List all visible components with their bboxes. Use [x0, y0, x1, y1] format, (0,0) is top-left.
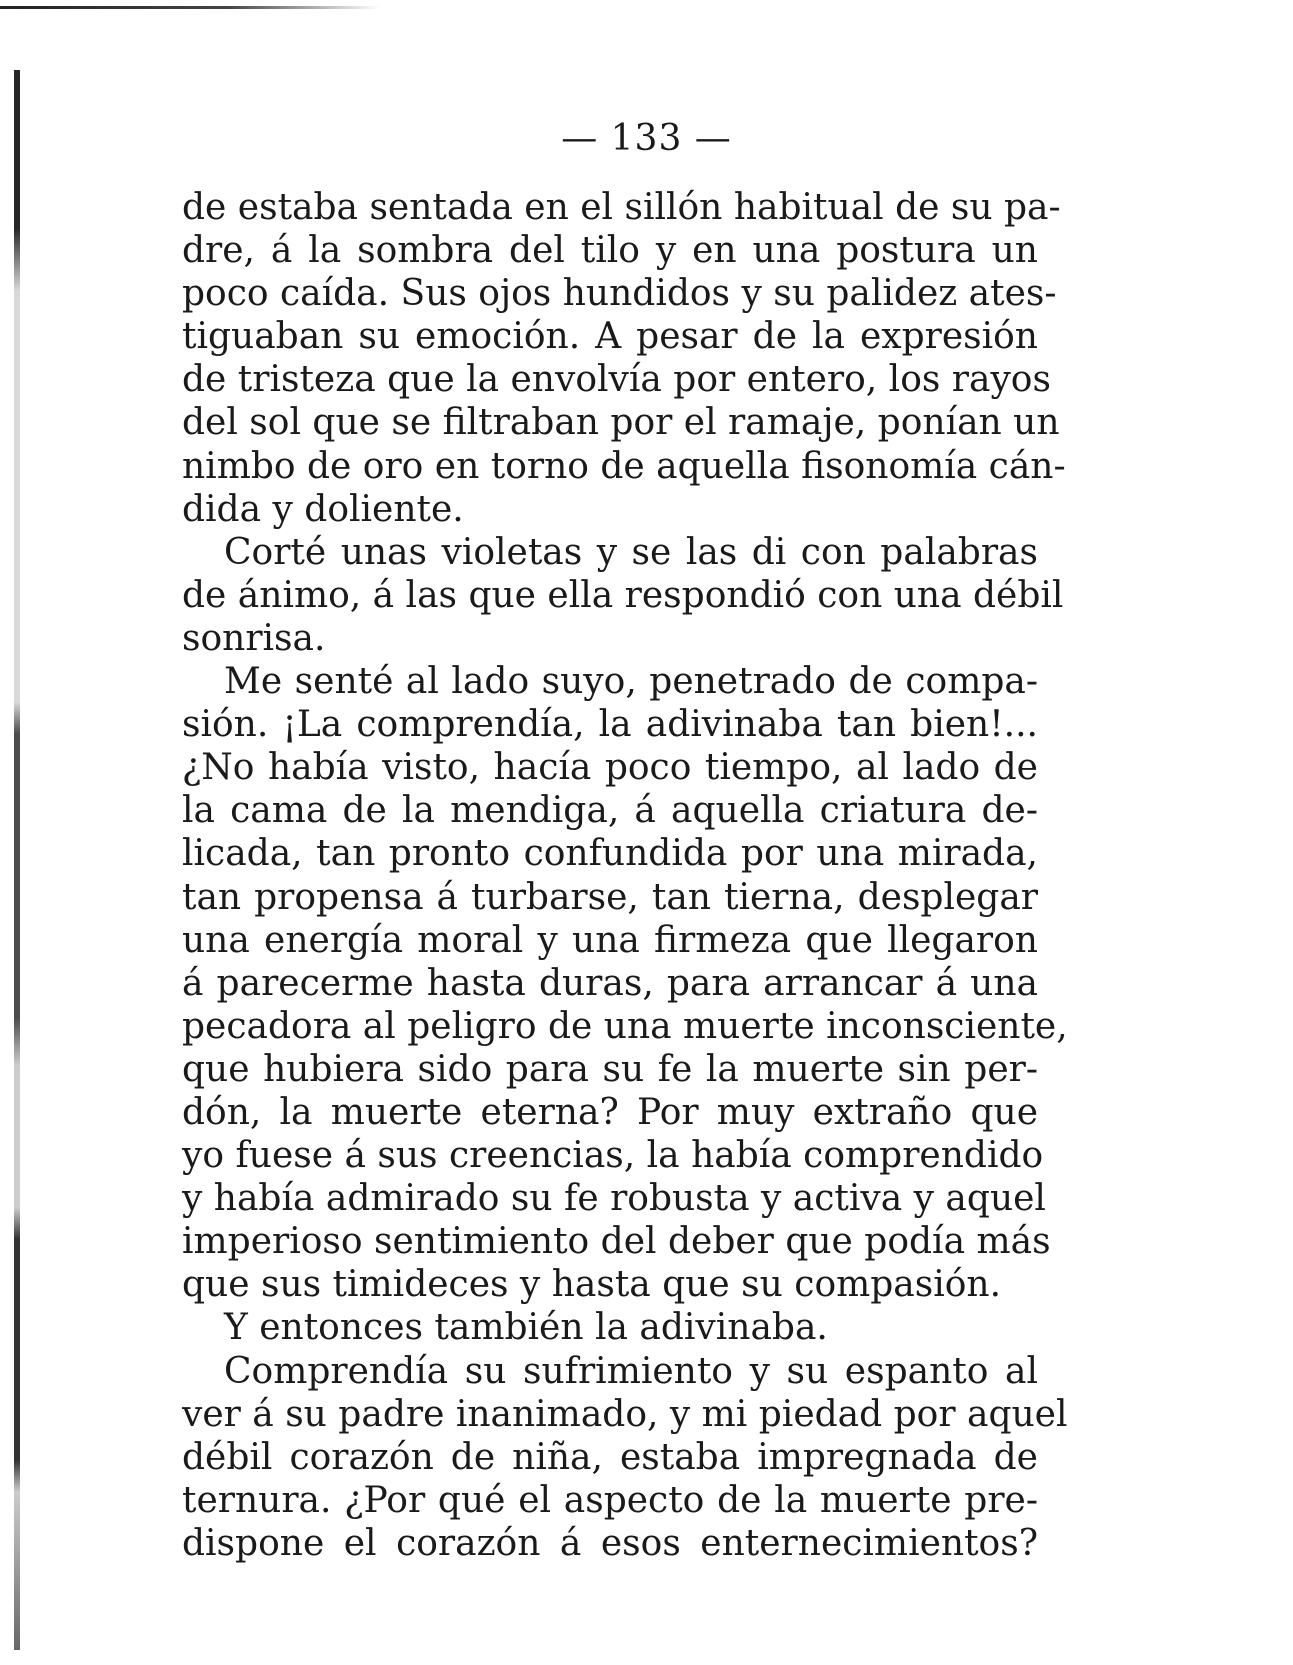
text-line: sonrisa.	[182, 617, 326, 659]
text-line: de estaba sentada en el sillón habitual de su pa-	[182, 187, 1061, 228]
text-line: nimbo de oro en torno de aquella fisonomía cán-	[182, 445, 1066, 487]
scan-edge-left	[14, 70, 20, 1650]
text-line: yo fuese á sus creencias, la había comprendido	[182, 1135, 1044, 1177]
text-line: dre, á la sombra del tilo y en una postura un	[182, 230, 1038, 272]
text-line: y había admirado su fe robusta y activa y aquel	[182, 1178, 1046, 1220]
text-line: licada, tan pronto confundida por una mirada,	[182, 833, 1038, 875]
text-line: sión. ¡La comprendía, la adivinaba tan bien!...	[182, 704, 1038, 746]
text-line: ¿No había visto, hacía poco tiempo, al lado de	[182, 747, 1038, 789]
text-line: Corté unas violetas y se las di con palabras	[224, 531, 1038, 573]
text-line: del sol que se filtraban por el ramaje, ponían un	[182, 402, 1060, 444]
body-text	[182, 186, 1068, 1565]
text-line: que hubiera sido para su fe la muerte sin per-	[182, 1048, 1038, 1090]
text-line: ternura. ¿Por qué el aspecto de la muerte pre-	[182, 1479, 1038, 1521]
text-line: de tristeza que la envolvía por entero, los rayos	[182, 359, 1051, 401]
text-line: tan propensa á turbarse, tan tierna, desplegar	[182, 876, 1038, 918]
text-line: una energía moral y una firmeza que llegaron	[182, 919, 1038, 961]
text-line: la cama de la mendiga, á aquella criatura de-	[182, 790, 1038, 832]
text-line: dón, la muerte eterna? Por muy extraño que	[182, 1091, 1038, 1133]
text-line: ver á su padre inanimado, y mi piedad por aquel	[182, 1393, 1068, 1435]
text-line: Me senté al lado suyo, penetrado de compa-	[224, 661, 1038, 703]
scan-edge-top	[0, 6, 380, 9]
text-line: tiguaban su emoción. A pesar de la expresión	[182, 316, 1038, 358]
page-number: — 133 —	[561, 118, 732, 159]
text-line: Comprendía su sufrimiento y su espanto al	[224, 1350, 1038, 1392]
text-line: pecadora al peligro de una muerte inconsciente,	[182, 1005, 1068, 1047]
text-line: de ánimo, á las que ella respondió con una débil	[182, 574, 1064, 616]
text-line: Y entonces también la adivinaba.	[224, 1307, 828, 1349]
text-line: débil corazón de niña, estaba impregnada de	[182, 1436, 1038, 1478]
text-line: poco caída. Sus ojos hundidos y su palidez ates-	[182, 273, 1057, 315]
text-line: dispone el corazón á esos enternecimientos?	[182, 1522, 1038, 1564]
text-line: que sus timideces y hasta que su compasión.	[182, 1264, 1002, 1306]
text-line: á parecerme hasta duras, para arrancar á una	[182, 962, 1038, 1004]
text-line: dida y doliente.	[182, 488, 464, 530]
text-line: imperioso sentimiento del deber que podía más	[182, 1221, 1051, 1263]
